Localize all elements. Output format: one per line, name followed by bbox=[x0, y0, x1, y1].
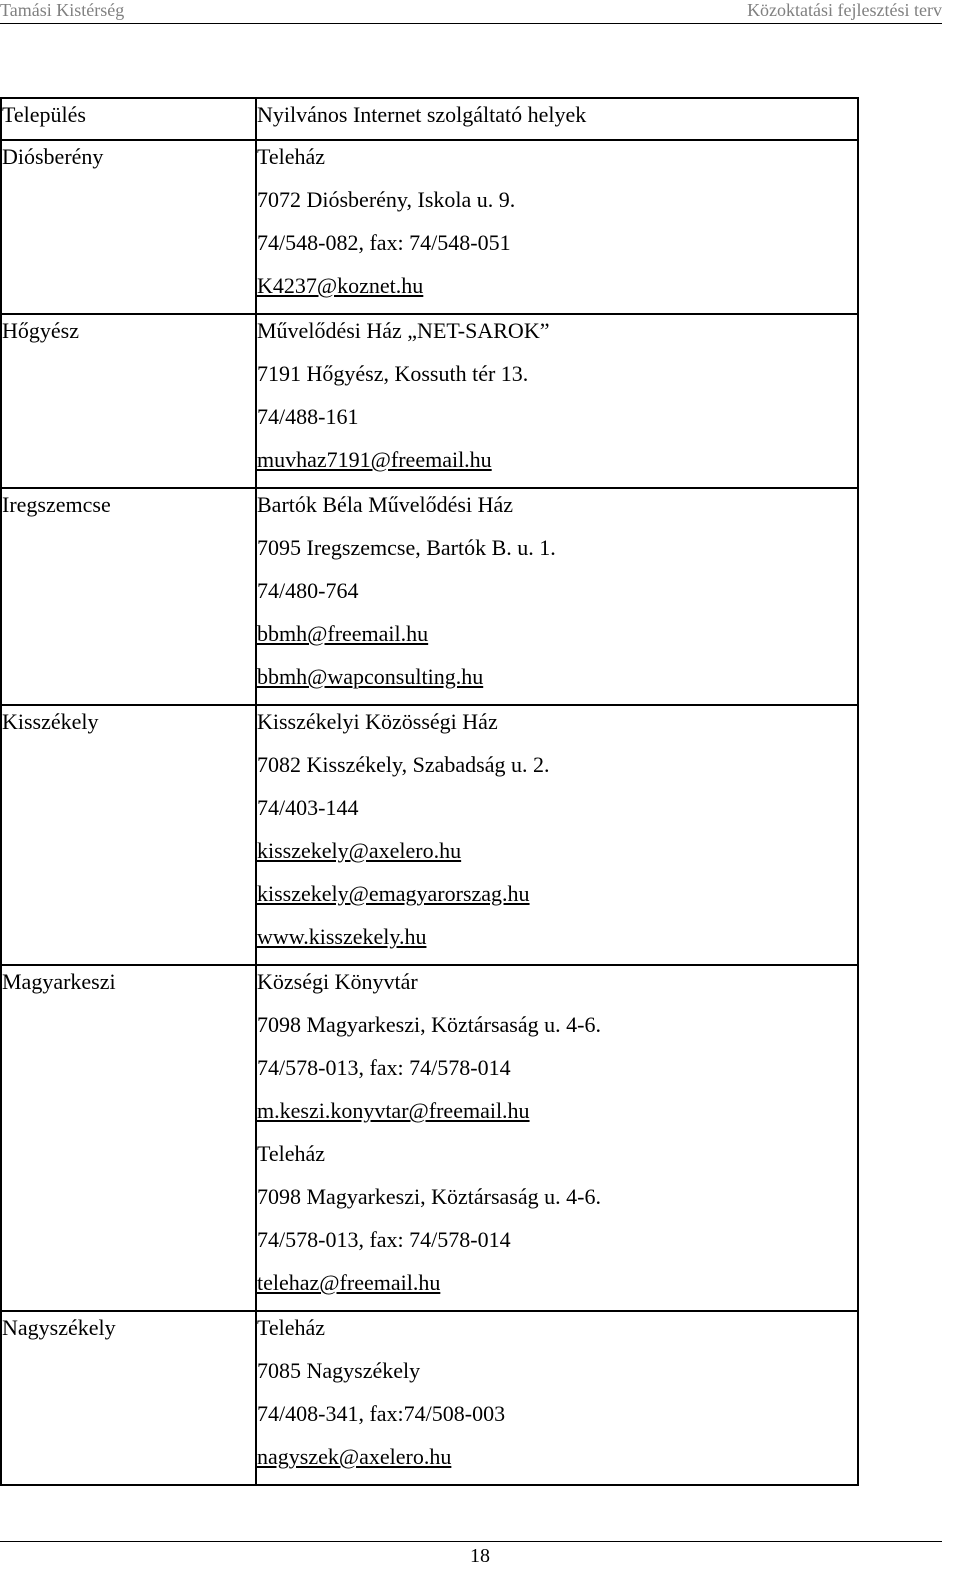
location-details-cell bbox=[256, 140, 858, 314]
email-link[interactable]: bbmh@freemail.hu bbox=[257, 621, 429, 646]
table-row bbox=[1, 488, 858, 705]
detail-line bbox=[257, 444, 857, 487]
detail-line: 74/548-082, fax: 74/548-051 bbox=[257, 230, 511, 255]
detail-line: 74/488-161 bbox=[257, 404, 359, 429]
location-details-cell bbox=[256, 705, 858, 965]
detail-line: Teleház bbox=[257, 144, 326, 169]
email-link[interactable]: telehaz@freemail.hu bbox=[257, 1270, 441, 1295]
email-link[interactable]: kisszekely@emagyarorszag.hu bbox=[257, 881, 530, 906]
header-cell-settlement bbox=[1, 98, 256, 140]
detail-line: 7085 Nagyszékely bbox=[257, 1358, 421, 1383]
internet-locations-table bbox=[0, 97, 859, 1486]
detail-line: 7095 Iregszemcse, Bartók B. u. 1. bbox=[257, 535, 556, 560]
header-cell-locations bbox=[256, 98, 858, 140]
email-link[interactable]: bbmh@wapconsulting.hu bbox=[257, 664, 484, 689]
header-left-title: Tamási Kistérség bbox=[0, 0, 125, 20]
header-right-title: Közoktatási fejlesztési terv bbox=[747, 0, 942, 20]
column-header-locations: Nyilvános Internet szolgáltató helyek bbox=[257, 102, 587, 127]
detail-line: 7098 Magyarkeszi, Köztársaság u. 4-6. bbox=[257, 1012, 601, 1037]
settlement-name: Diósberény bbox=[2, 144, 104, 169]
email-link[interactable]: m.keszi.konyvtar@freemail.hu bbox=[257, 1098, 530, 1123]
email-link[interactable]: nagyszek@axelero.hu bbox=[257, 1444, 452, 1469]
email-link[interactable]: K4237@koznet.hu bbox=[257, 273, 424, 298]
detail-line bbox=[257, 878, 857, 921]
settlement-name: Kisszékely bbox=[2, 709, 99, 734]
detail-line: Községi Könyvtár bbox=[257, 969, 418, 994]
detail-line bbox=[257, 835, 857, 878]
settlement-name: Iregszemcse bbox=[2, 492, 111, 517]
header-divider bbox=[0, 23, 942, 24]
detail-line bbox=[257, 1441, 857, 1484]
detail-line: 7098 Magyarkeszi, Köztársaság u. 4-6. bbox=[257, 1184, 601, 1209]
settlement-cell bbox=[1, 488, 256, 705]
detail-line: 7191 Hőgyész, Kossuth tér 13. bbox=[257, 361, 529, 386]
email-link[interactable]: kisszekely@axelero.hu bbox=[257, 838, 462, 863]
detail-line: 74/480-764 bbox=[257, 578, 359, 603]
table-row bbox=[1, 965, 858, 1311]
footer-divider bbox=[0, 1541, 942, 1542]
table-row bbox=[1, 314, 858, 488]
location-details-cell bbox=[256, 314, 858, 488]
detail-line: Művelődési Ház „NET-SAROK” bbox=[257, 318, 550, 343]
email-link[interactable]: muvhaz7191@freemail.hu bbox=[257, 447, 492, 472]
settlement-cell bbox=[1, 705, 256, 965]
detail-line bbox=[257, 661, 857, 704]
detail-line: Kisszékelyi Közösségi Ház bbox=[257, 709, 498, 734]
location-details-cell bbox=[256, 1311, 858, 1485]
detail-line: Teleház bbox=[257, 1315, 326, 1340]
detail-line: 7072 Diósberény, Iskola u. 9. bbox=[257, 187, 516, 212]
column-header-settlement: Település bbox=[2, 102, 86, 127]
settlement-name: Hőgyész bbox=[2, 318, 79, 343]
settlement-cell bbox=[1, 1311, 256, 1485]
location-details-cell bbox=[256, 965, 858, 1311]
detail-line: 7082 Kisszékely, Szabadság u. 2. bbox=[257, 752, 550, 777]
website-link[interactable]: www.kisszekely.hu bbox=[257, 924, 427, 949]
location-details-cell bbox=[256, 488, 858, 705]
table-row bbox=[1, 705, 858, 965]
detail-line: 74/408-341, fax:74/508-003 bbox=[257, 1401, 506, 1426]
settlement-name: Nagyszékely bbox=[2, 1315, 116, 1340]
detail-line bbox=[257, 270, 857, 313]
settlement-cell bbox=[1, 140, 256, 314]
detail-line bbox=[257, 618, 857, 661]
detail-line bbox=[257, 1267, 857, 1310]
settlement-cell bbox=[1, 965, 256, 1311]
detail-line bbox=[257, 1095, 857, 1138]
page-number: 18 bbox=[470, 1545, 490, 1567]
table-row bbox=[1, 1311, 858, 1485]
settlement-name: Magyarkeszi bbox=[2, 969, 116, 994]
detail-line: 74/578-013, fax: 74/578-014 bbox=[257, 1227, 511, 1252]
detail-line: 74/403-144 bbox=[257, 795, 359, 820]
detail-line: 74/578-013, fax: 74/578-014 bbox=[257, 1055, 511, 1080]
settlement-cell bbox=[1, 314, 256, 488]
detail-line: Bartók Béla Művelődési Ház bbox=[257, 492, 513, 517]
detail-line bbox=[257, 921, 857, 964]
detail-line: Teleház bbox=[257, 1141, 326, 1166]
table-header-row bbox=[1, 98, 858, 140]
table-row bbox=[1, 140, 858, 314]
